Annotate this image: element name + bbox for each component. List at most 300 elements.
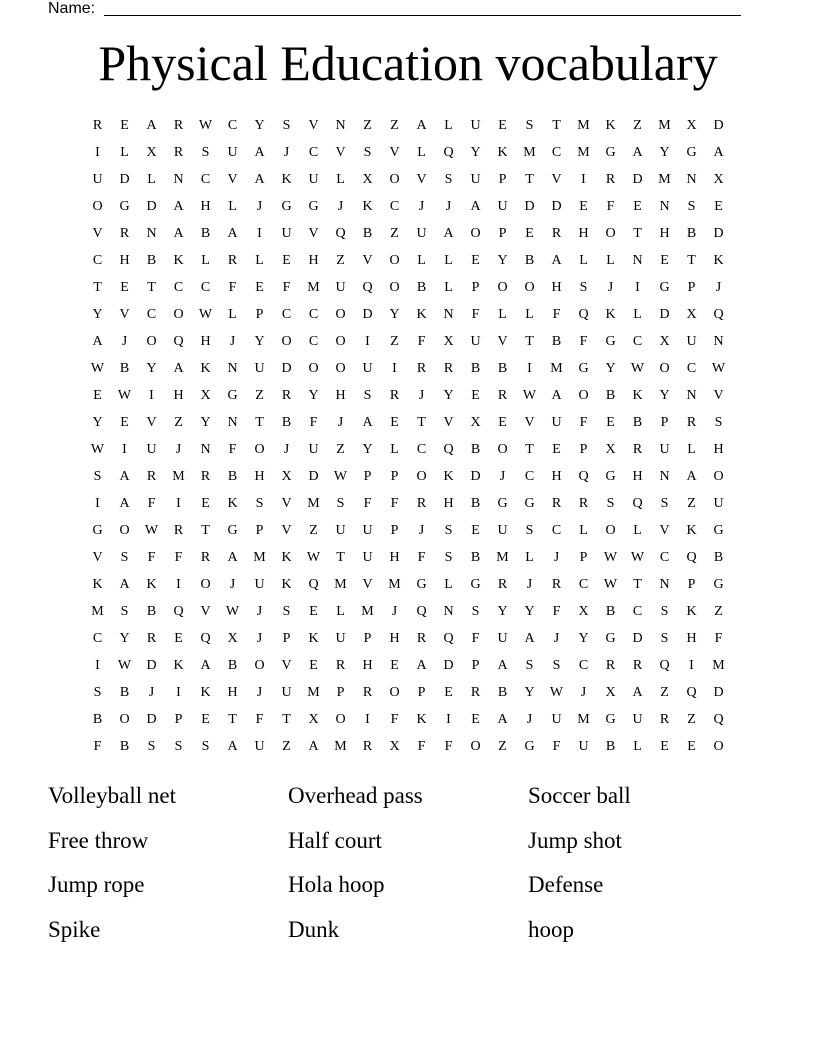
grid-letter: T xyxy=(417,415,426,430)
grid-letter: X xyxy=(200,388,211,403)
grid-letter: U xyxy=(470,334,481,349)
grid-letter: J xyxy=(391,604,398,619)
grid-letter: G xyxy=(605,334,616,349)
grid-letter: E xyxy=(579,199,588,214)
grid-letter: B xyxy=(470,442,481,457)
grid-letter: K xyxy=(686,523,697,538)
grid-letter: Y xyxy=(254,334,265,349)
grid-letter: J xyxy=(256,685,263,700)
grid-letter: V xyxy=(497,334,508,349)
grid-letter: R xyxy=(605,172,616,187)
grid-row xyxy=(84,625,732,652)
grid-letter: E xyxy=(471,523,480,538)
grid-letter: J xyxy=(229,334,236,349)
grid-letter: F xyxy=(228,442,237,457)
grid-letter: G xyxy=(713,523,724,538)
grid-letter: U xyxy=(254,361,265,376)
grid-letter: R xyxy=(632,658,643,673)
grid-letter: J xyxy=(337,415,344,430)
grid-letter: X xyxy=(605,685,616,700)
grid-letter: O xyxy=(605,226,616,241)
grid-letter: C xyxy=(659,550,670,565)
grid-letter: H xyxy=(119,253,130,268)
grid-letter: O xyxy=(524,280,535,295)
grid-letter: D xyxy=(281,361,292,376)
grid-letter: M xyxy=(334,577,347,592)
grid-letter: R xyxy=(551,226,562,241)
grid-letter: F xyxy=(471,631,480,646)
grid-letter: Y xyxy=(119,631,130,646)
grid-letter: S xyxy=(336,496,345,511)
grid-letter: X xyxy=(686,118,697,133)
grid-letter: S xyxy=(174,739,183,754)
grid-letter: S xyxy=(201,145,210,160)
grid-row xyxy=(84,139,732,166)
grid-letter: M xyxy=(307,280,320,295)
grid-letter: D xyxy=(362,307,373,322)
grid-letter: E xyxy=(444,685,453,700)
grid-letter: R xyxy=(497,388,508,403)
grid-letter: C xyxy=(173,280,184,295)
grid-letter: K xyxy=(173,658,184,673)
grid-letter: B xyxy=(524,253,535,268)
grid-letter: E xyxy=(498,118,507,133)
grid-letter: L xyxy=(444,280,453,295)
grid-letter: G xyxy=(524,739,535,754)
grid-letter: V xyxy=(443,415,454,430)
grid-letter: X xyxy=(578,604,589,619)
grid-letter: I xyxy=(257,226,262,241)
grid-letter: A xyxy=(632,685,643,700)
grid-letter: L xyxy=(579,253,588,268)
grid-letter: R xyxy=(416,361,427,376)
grid-letter: Q xyxy=(443,145,454,160)
grid-letter: U xyxy=(497,631,508,646)
grid-letter: K xyxy=(281,172,292,187)
grid-letter: B xyxy=(227,658,238,673)
grid-letter: S xyxy=(282,604,291,619)
grid-letter: P xyxy=(363,469,372,484)
grid-letter: X xyxy=(470,415,481,430)
grid-letter: Z xyxy=(390,118,399,133)
word-list-item: Jump rope xyxy=(48,872,145,897)
grid-letter: M xyxy=(658,118,671,133)
grid-letter: M xyxy=(91,604,104,619)
grid-letter: W xyxy=(117,658,132,673)
grid-letter: T xyxy=(255,415,264,430)
grid-letter: E xyxy=(633,199,642,214)
grid-letter: A xyxy=(497,712,508,727)
grid-letter: J xyxy=(526,712,533,727)
letter-grid xyxy=(84,112,732,760)
grid-letter: P xyxy=(390,469,399,484)
grid-letter: Q xyxy=(416,604,427,619)
grid-letter: E xyxy=(525,226,534,241)
grid-row xyxy=(84,220,732,247)
grid-letter: R xyxy=(362,685,373,700)
grid-letter: A xyxy=(119,496,130,511)
grid-letter: M xyxy=(577,118,590,133)
grid-letter: F xyxy=(255,712,264,727)
grid-letter: W xyxy=(333,469,348,484)
grid-letter: P xyxy=(174,712,183,727)
grid-letter: D xyxy=(146,199,157,214)
grid-letter: O xyxy=(470,739,481,754)
grid-letter: Z xyxy=(336,253,345,268)
grid-letter: G xyxy=(605,469,616,484)
grid-letter: T xyxy=(201,523,210,538)
grid-letter: Y xyxy=(362,442,373,457)
grid-letter: J xyxy=(418,388,425,403)
grid-letter: S xyxy=(255,496,264,511)
grid-letter: R xyxy=(416,631,427,646)
grid-letter: U xyxy=(335,280,346,295)
grid-letter: K xyxy=(146,577,157,592)
grid-letter: S xyxy=(93,685,102,700)
grid-letter: V xyxy=(200,604,211,619)
grid-letter: K xyxy=(605,118,616,133)
grid-letter: V xyxy=(92,226,103,241)
grid-letter: J xyxy=(553,550,560,565)
grid-letter: A xyxy=(146,118,157,133)
grid-letter: R xyxy=(605,658,616,673)
grid-letter: K xyxy=(173,253,184,268)
grid-letter: R xyxy=(659,712,670,727)
grid-letter: S xyxy=(525,658,534,673)
grid-letter: M xyxy=(496,550,509,565)
grid-letter: R xyxy=(551,577,562,592)
grid-letter: G xyxy=(497,496,508,511)
grid-letter: S xyxy=(525,523,534,538)
grid-letter: L xyxy=(444,253,453,268)
grid-letter: V xyxy=(92,550,103,565)
grid-letter: D xyxy=(713,226,724,241)
grid-letter: K xyxy=(200,685,211,700)
grid-letter: J xyxy=(256,199,263,214)
grid-letter: D xyxy=(146,658,157,673)
grid-letter: P xyxy=(336,685,345,700)
grid-letter: F xyxy=(552,739,561,754)
grid-letter: G xyxy=(524,496,535,511)
grid-letter: E xyxy=(309,658,318,673)
grid-letter: L xyxy=(525,307,534,322)
grid-letter: K xyxy=(416,712,427,727)
grid-letter: L xyxy=(336,172,345,187)
grid-letter: F xyxy=(228,280,237,295)
grid-letter: I xyxy=(122,442,127,457)
grid-letter: W xyxy=(90,361,105,376)
grid-letter: F xyxy=(579,334,588,349)
grid-letter: R xyxy=(335,658,346,673)
grid-letter: I xyxy=(176,577,181,592)
grid-letter: Z xyxy=(309,523,318,538)
grid-letter: T xyxy=(687,253,696,268)
grid-letter: U xyxy=(281,685,292,700)
grid-letter: F xyxy=(147,550,156,565)
grid-letter: C xyxy=(686,361,697,376)
grid-letter: O xyxy=(389,685,400,700)
grid-letter: L xyxy=(120,145,129,160)
grid-letter: I xyxy=(446,712,451,727)
grid-letter: Y xyxy=(659,145,670,160)
grid-letter: B xyxy=(119,739,130,754)
grid-letter: A xyxy=(524,631,535,646)
grid-letter: V xyxy=(281,496,292,511)
grid-letter: G xyxy=(713,577,724,592)
grid-letter: O xyxy=(605,523,616,538)
grid-letter: U xyxy=(362,523,373,538)
grid-letter: I xyxy=(176,685,181,700)
grid-letter: F xyxy=(417,334,426,349)
grid-letter: A xyxy=(686,469,697,484)
grid-letter: Z xyxy=(660,685,669,700)
grid-letter: F xyxy=(417,739,426,754)
grid-letter: U xyxy=(335,631,346,646)
grid-letter: R xyxy=(146,631,157,646)
grid-letter: B xyxy=(200,226,211,241)
grid-letter: R xyxy=(173,145,184,160)
grid-letter: L xyxy=(633,523,642,538)
grid-letter: U xyxy=(551,415,562,430)
grid-letter: D xyxy=(119,172,130,187)
grid-letter: S xyxy=(120,550,129,565)
grid-letter: L xyxy=(444,577,453,592)
grid-letter: K xyxy=(281,577,292,592)
grid-letter: F xyxy=(282,280,291,295)
grid-letter: S xyxy=(552,658,561,673)
grid-letter: U xyxy=(416,226,427,241)
grid-letter: J xyxy=(121,334,128,349)
grid-letter: B xyxy=(119,685,130,700)
grid-letter: E xyxy=(255,280,264,295)
grid-letter: L xyxy=(687,442,696,457)
grid-letter: H xyxy=(713,442,724,457)
grid-letter: R xyxy=(362,739,373,754)
grid-letter: L xyxy=(606,253,615,268)
grid-letter: W xyxy=(522,388,537,403)
grid-letter: S xyxy=(525,118,534,133)
grid-letter: F xyxy=(390,496,399,511)
grid-letter: Z xyxy=(390,226,399,241)
grid-letter: A xyxy=(119,577,130,592)
grid-row xyxy=(84,463,732,490)
grid-letter: R xyxy=(173,523,184,538)
grid-letter: O xyxy=(254,658,265,673)
grid-letter: Q xyxy=(443,631,454,646)
grid-row xyxy=(84,490,732,517)
grid-letter: F xyxy=(579,415,588,430)
grid-letter: P xyxy=(687,280,696,295)
grid-letter: H xyxy=(443,496,454,511)
grid-letter: X xyxy=(146,145,157,160)
grid-letter: E xyxy=(471,712,480,727)
grid-letter: L xyxy=(444,118,453,133)
grid-letter: L xyxy=(498,307,507,322)
grid-letter: Y xyxy=(659,388,670,403)
grid-letter: Y xyxy=(497,253,508,268)
grid-letter: D xyxy=(551,199,562,214)
grid-letter: E xyxy=(201,496,210,511)
grid-letter: E xyxy=(282,253,291,268)
word-list-item: Spike xyxy=(48,916,101,942)
word-list-item: Jump shot xyxy=(528,827,622,853)
grid-letter: V xyxy=(281,523,292,538)
grid-letter: O xyxy=(119,523,130,538)
grid-letter: E xyxy=(309,604,318,619)
grid-letter: F xyxy=(552,604,561,619)
grid-letter: N xyxy=(686,172,697,187)
grid-letter: T xyxy=(228,712,237,727)
grid-letter: V xyxy=(308,226,319,241)
grid-letter: V xyxy=(524,415,535,430)
grid-letter: V xyxy=(713,388,724,403)
grid-letter: V xyxy=(362,577,373,592)
grid-letter: K xyxy=(497,145,508,160)
grid-letter: V xyxy=(335,145,346,160)
grid-letter: N xyxy=(659,199,670,214)
word-list-item: Dunk xyxy=(288,916,340,942)
grid-letter: B xyxy=(470,550,481,565)
grid-letter: J xyxy=(175,442,182,457)
grid-letter: M xyxy=(307,685,320,700)
grid-letter: R xyxy=(119,226,130,241)
grid-letter: Y xyxy=(470,145,481,160)
grid-letter: C xyxy=(308,334,319,349)
grid-letter: Z xyxy=(498,739,507,754)
grid-letter: C xyxy=(578,658,589,673)
grid-letter: M xyxy=(523,145,536,160)
grid-letter: Y xyxy=(92,307,103,322)
grid-letter: J xyxy=(418,523,425,538)
grid-letter: E xyxy=(660,739,669,754)
grid-letter: W xyxy=(603,577,618,592)
grid-letter: K xyxy=(308,631,319,646)
grid-letter: C xyxy=(146,307,157,322)
grid-letter: N xyxy=(227,361,238,376)
grid-letter: U xyxy=(497,523,508,538)
grid-letter: C xyxy=(416,442,427,457)
grid-letter: U xyxy=(551,712,562,727)
grid-letter: K xyxy=(227,496,238,511)
grid-letter: K xyxy=(200,361,211,376)
grid-letter: N xyxy=(632,253,643,268)
grid-letter: N xyxy=(659,469,670,484)
grid-letter: K xyxy=(362,199,373,214)
grid-letter: F xyxy=(93,739,102,754)
grid-letter: O xyxy=(308,361,319,376)
grid-letter: S xyxy=(93,469,102,484)
grid-letter: Y xyxy=(254,118,265,133)
grid-letter: H xyxy=(389,550,400,565)
grid-letter: P xyxy=(255,307,264,322)
grid-letter: K xyxy=(632,388,643,403)
grid-letter: Y xyxy=(578,631,589,646)
grid-letter: Q xyxy=(443,442,454,457)
grid-letter: O xyxy=(497,442,508,457)
grid-letter: B xyxy=(416,280,427,295)
grid-letter: P xyxy=(417,685,426,700)
grid-letter: O xyxy=(497,280,508,295)
grid-letter: Q xyxy=(173,334,184,349)
grid-letter: S xyxy=(444,550,453,565)
grid-letter: D xyxy=(308,469,319,484)
grid-letter: O xyxy=(335,361,346,376)
grid-letter: M xyxy=(712,658,725,673)
grid-letter: J xyxy=(715,280,722,295)
grid-letter: X xyxy=(659,334,670,349)
grid-row xyxy=(84,436,732,463)
grid-letter: L xyxy=(633,307,642,322)
grid-letter: S xyxy=(579,280,588,295)
grid-letter: Q xyxy=(632,496,643,511)
grid-letter: V xyxy=(416,172,427,187)
grid-letter: L xyxy=(228,199,237,214)
grid-letter: Q xyxy=(686,685,697,700)
grid-letter: H xyxy=(389,631,400,646)
word-list-item: Hola hoop xyxy=(288,872,385,897)
grid-letter: M xyxy=(172,469,185,484)
grid-letter: Q xyxy=(578,307,589,322)
grid-letter: I xyxy=(365,334,370,349)
grid-letter: Y xyxy=(200,415,211,430)
grid-letter: Z xyxy=(687,712,696,727)
grid-letter: C xyxy=(92,631,103,646)
grid-letter: H xyxy=(578,226,589,241)
grid-letter: S xyxy=(660,604,669,619)
grid-letter: J xyxy=(283,442,290,457)
grid-letter: B xyxy=(713,550,724,565)
grid-letter: E xyxy=(714,199,723,214)
grid-letter: A xyxy=(551,388,562,403)
grid-letter: O xyxy=(389,172,400,187)
grid-letter: E xyxy=(120,280,129,295)
grid-letter: B xyxy=(362,226,373,241)
grid-letter: P xyxy=(282,631,291,646)
grid-letter: H xyxy=(632,469,643,484)
grid-letter: F xyxy=(552,307,561,322)
grid-row xyxy=(84,328,732,355)
grid-letter: S xyxy=(444,172,453,187)
grid-letter: A xyxy=(173,226,184,241)
grid-letter: D xyxy=(713,118,724,133)
grid-row xyxy=(84,166,732,193)
grid-letter: O xyxy=(281,334,292,349)
grid-letter: O xyxy=(146,334,157,349)
grid-letter: O xyxy=(713,469,724,484)
grid-letter: B xyxy=(632,415,643,430)
grid-letter: G xyxy=(605,145,616,160)
grid-letter: F xyxy=(714,631,723,646)
grid-letter: S xyxy=(687,199,696,214)
grid-letter: N xyxy=(146,226,157,241)
grid-letter: Y xyxy=(443,388,454,403)
grid-letter: C xyxy=(524,469,535,484)
grid-letter: O xyxy=(470,226,481,241)
grid-letter: Y xyxy=(92,415,103,430)
grid-letter: V xyxy=(389,145,400,160)
grid-letter: E xyxy=(687,739,696,754)
grid-letter: W xyxy=(549,685,564,700)
grid-letter: O xyxy=(578,388,589,403)
grid-letter: R xyxy=(173,118,184,133)
grid-letter: B xyxy=(146,253,157,268)
grid-letter: M xyxy=(307,496,320,511)
grid-letter: K xyxy=(281,550,292,565)
grid-letter: P xyxy=(498,172,507,187)
grid-letter: I xyxy=(176,496,181,511)
grid-letter: U xyxy=(254,739,265,754)
grid-letter: M xyxy=(388,577,401,592)
